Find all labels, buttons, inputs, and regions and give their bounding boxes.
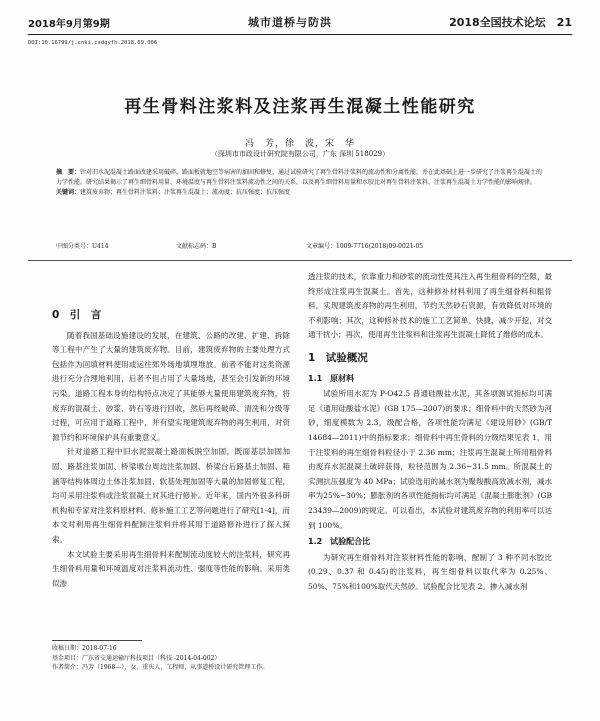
footnote-author: 作者简介：冯芳（1968—），女，重庆人，工程师，从事道桥设计研究管理工作。: [52, 664, 269, 671]
keywords-label: 关键词：: [56, 189, 81, 196]
clc-number: 中图分类号：U414: [56, 243, 109, 250]
paragraph: 随着我国基础设施建设的发展，在建筑、公路的改建、扩建、拆除等工程中产生了大量的建筑废弃物。目前，建筑废弃物的主要处理方式包括作为回填材料使用或运往郊外场地填埋堆放。前者不能对这类资源进行充分合理地利用，后者不但占用了大量场地，甚至会引发新的环境污染。道路工程本身的结构特点决定了其能够大量使用建筑废弃物，将废弃的混凝土、砂浆、砖石等进行回收，然后再经破碎、清洗和分级等过程，可应用于道路工程中，并有望实现建筑废弃物的再生利用，对资源节约和环境保护具有重要意义。: [52, 330, 290, 442]
abstract-block: [56, 168, 544, 198]
doi: DOI:10.16799/j.cnki.csdqyfh.2018.09.006: [28, 40, 158, 46]
subsection-heading-1-2: 1.2 试验配合比: [308, 537, 371, 547]
section-heading-1: 1 试验概况: [308, 351, 368, 364]
left-column: [52, 300, 290, 591]
header-section-page: 2018全国技术论坛 21: [449, 16, 572, 29]
paragraph: 为研究再生细骨料对注浆材料性能的影响，配制了 3 种不同水胶比(0.29、0.37 和 0.45)的注浆料，再生细骨料以取代率为 0.25%、50%、75%和100%取代天然砂。试验配合比见表 2。掺入减水剂: [308, 552, 552, 591]
footnote-fund: 基金项目：广东省交通运输厅科技项目（科技 -2014-04-002）: [52, 654, 221, 662]
authors: 冯 芳，徐 波，宋 华: [244, 139, 355, 149]
section-heading-intro: 0 引 言: [52, 309, 102, 321]
keywords-text: 建筑废弃物；再生骨料注浆料；注浆再生混凝土；流动度；抗压强度；抗压强度: [80, 189, 291, 196]
header-journal: 城市道桥与防洪: [248, 16, 332, 29]
footnote-divider: [52, 640, 142, 641]
affiliation: （深圳市市政设计研究院有限公司，广东 深圳 518029）: [210, 150, 390, 158]
abstract-label: 摘 要：: [56, 169, 81, 176]
subsection-heading-1-1: 1.1 原材料: [308, 373, 355, 383]
running-header: [28, 12, 572, 35]
footnote-received: 收稿日期：2018-07-16: [52, 645, 117, 652]
footnotes: [52, 644, 292, 673]
divider: [28, 260, 572, 261]
abstract-text: 针对旧水泥混凝土路面改建采用破碎、路面板就地空等病害的加固和修复，通过试验研究了再生骨料注浆料的流动性和分离性能，并在此基础上进一步研究了注浆再生混凝土的力学性能。研究结果揭示了再生细骨料用量、环境温度与再生骨料注浆料流动性之间的关系，以及再生细骨料用量和水胶比对再生骨料注浆料，注浆再生混凝土力学性能的影响规律。: [56, 169, 543, 186]
article-meta: [56, 241, 544, 251]
paper-title: 再生骨料注浆料及注浆再生混凝土性能研究: [124, 97, 476, 117]
abstract: [56, 168, 544, 188]
right-column: [308, 270, 552, 594]
paragraph: 透注浆的技术，依靠重力和砂浆的流动性使其注入再生粗骨料的空隙，最终形成注浆再生混凝土。首先，这种修补材料利用了再生细骨料和粗骨料，实现建筑废弃物的再生利用，节约天然砂石资源，有效降低对环境的不利影响；其次，这种修补技术的施工工艺简单、快捷，减少开挖，对交通干扰小；再次，使用再生注浆料和注浆再生混凝土降低了维修的成本。: [308, 272, 552, 340]
article-number: 文章编号：1009-7716(2018)09-0021-05: [306, 243, 424, 250]
header-issue: 2018年9月第9期: [28, 19, 110, 30]
keywords: [56, 188, 544, 198]
document-code: 文献标志码：B: [176, 243, 217, 250]
paragraph: 针对道路工程中旧水泥混凝土路面板脱空加固，既面基层加固加固、路基注浆加固、桥梁墩台周边注浆加固、桥梁台后路基土加固、箱涵等结构体周边土体注浆加固、软基处理加固等大量的加固修复工程，均可采用注浆料或注浆混凝土对其进行修补。近年来，国内外很多科研机构和专家对注浆料原材料、修补施工工艺等问题进行了研究[1-4]，而本文对利用再生细骨料配制注浆料并将其用于道路修补进行了探入探索。: [52, 447, 290, 544]
paragraph: 本文试验主要采用再生细骨料来配制流动度较大的注浆料，研究再生细骨料用量和环境温度对注浆料流动性、强度等性能的影响。采用类似渗: [52, 549, 290, 588]
paragraph: 试验所用水泥为 P·O42.5 普通硅酸盐水泥，其各项测试指标均可满足《通用硅酸盐水泥》(GB 175—2007)的要求；细骨料中的天然砂为河砂，细度模数为 2.3，级配合格，各项性能均满足《建设用砂》(GB/T 14684—2011)中的指标要求；细骨料中再生骨料的分级结果见表 1，用于注浆料的再生细骨料粒径小于 2.36 mm；注浆再生混凝土所用粗骨料由废弃水泥混凝土破碎获得，粒径范围为 2.36~31.5 mm。所混凝土的实测抗压强度为 40 MPa；试验选用的减水剂为聚羧酸高效减水剂，减水率为25%~30%；膨胀剂的各项性能指标均可满足《混凝土膨胀剂》(GB 23439—2009)的规定。可以看出，本试验对建筑废弃物的利用率可以达到 100%。: [308, 389, 552, 530]
